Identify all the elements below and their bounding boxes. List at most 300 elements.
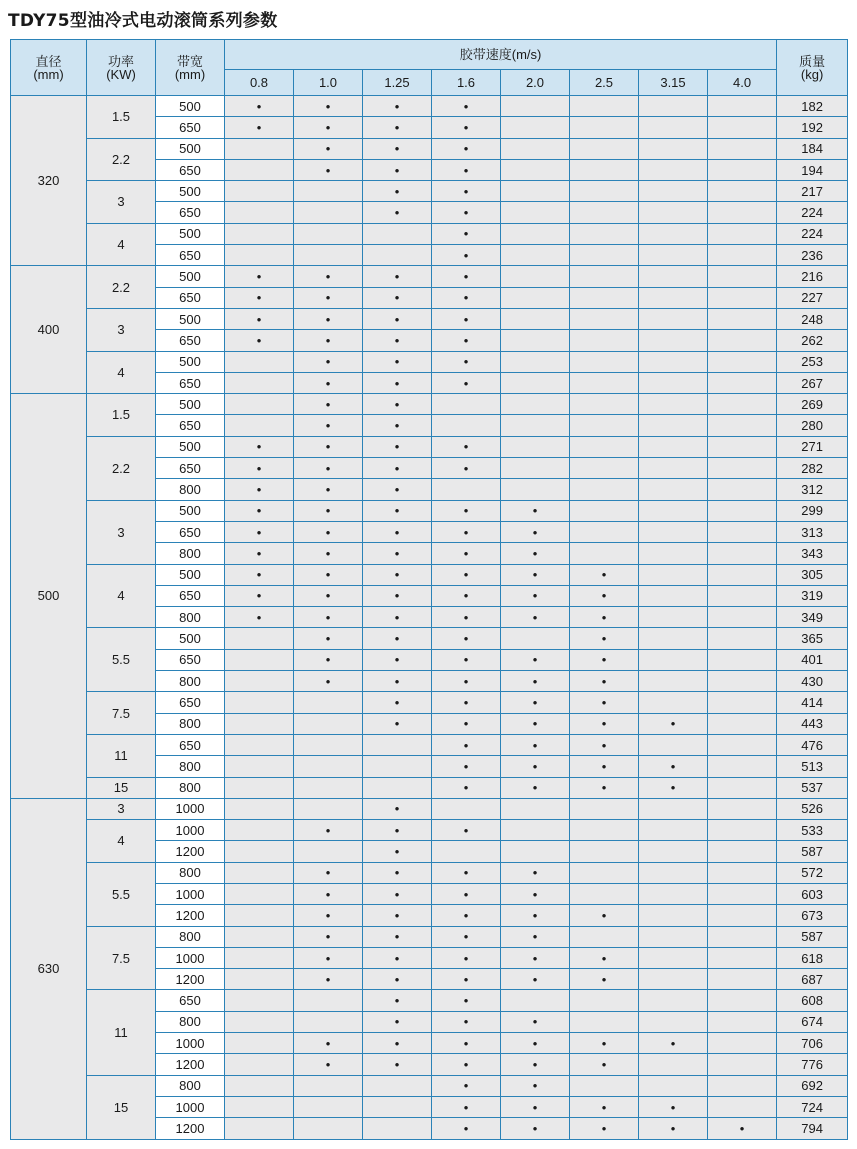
availability-dot: • bbox=[601, 694, 607, 710]
availability-dot: • bbox=[463, 993, 469, 1009]
speed-cell bbox=[432, 266, 501, 287]
availability-dot: • bbox=[463, 929, 469, 945]
belt-width-cell: 800 bbox=[156, 756, 225, 777]
availability-dot: • bbox=[394, 311, 400, 327]
mass-cell: 271 bbox=[777, 436, 848, 457]
speed-cell bbox=[570, 138, 639, 159]
speed-cell bbox=[708, 649, 777, 670]
speed-cell bbox=[501, 351, 570, 372]
speed-cell bbox=[225, 372, 294, 393]
power-cell: 2.2 bbox=[87, 436, 156, 500]
belt-width-cell: 1000 bbox=[156, 1096, 225, 1117]
speed-cell bbox=[294, 96, 363, 117]
speed-cell bbox=[363, 458, 432, 479]
availability-dot: • bbox=[532, 652, 538, 668]
availability-dot: • bbox=[394, 716, 400, 732]
speed-cell bbox=[501, 117, 570, 138]
speed-cell bbox=[639, 394, 708, 415]
availability-dot: • bbox=[532, 1035, 538, 1051]
speed-cell bbox=[294, 628, 363, 649]
mass-cell: 224 bbox=[777, 223, 848, 244]
availability-dot: • bbox=[463, 1099, 469, 1115]
speed-cell bbox=[225, 585, 294, 606]
speed-cell bbox=[363, 756, 432, 777]
diameter-cell: 500 bbox=[11, 394, 87, 799]
speed-cell bbox=[708, 415, 777, 436]
mass-cell: 343 bbox=[777, 543, 848, 564]
speed-cell bbox=[708, 756, 777, 777]
belt-width-cell: 650 bbox=[156, 521, 225, 542]
availability-dot: • bbox=[463, 631, 469, 647]
speed-cell bbox=[639, 1033, 708, 1054]
mass-cell: 587 bbox=[777, 926, 848, 947]
mass-cell: 794 bbox=[777, 1118, 848, 1139]
availability-dot: • bbox=[394, 567, 400, 583]
table-row bbox=[11, 862, 848, 883]
speed-cell bbox=[570, 883, 639, 904]
availability-dot: • bbox=[463, 950, 469, 966]
availability-dot: • bbox=[325, 567, 331, 583]
speed-cell bbox=[294, 905, 363, 926]
header-speed-2-5: 2.5 bbox=[570, 70, 639, 96]
speed-cell bbox=[363, 862, 432, 883]
table-row bbox=[11, 266, 848, 287]
availability-dot: • bbox=[463, 119, 469, 135]
speed-cell bbox=[708, 202, 777, 223]
speed-cell bbox=[225, 649, 294, 670]
belt-width-cell: 500 bbox=[156, 500, 225, 521]
speed-cell bbox=[639, 777, 708, 798]
belt-width-cell: 1200 bbox=[156, 969, 225, 990]
availability-dot: • bbox=[601, 716, 607, 732]
availability-dot: • bbox=[394, 205, 400, 221]
speed-cell bbox=[363, 883, 432, 904]
availability-dot: • bbox=[325, 503, 331, 519]
speed-cell bbox=[363, 394, 432, 415]
speed-cell bbox=[432, 713, 501, 734]
availability-dot: • bbox=[325, 907, 331, 923]
availability-dot: • bbox=[394, 673, 400, 689]
availability-dot: • bbox=[394, 481, 400, 497]
speed-cell bbox=[432, 990, 501, 1011]
mass-cell: 248 bbox=[777, 308, 848, 329]
availability-dot: • bbox=[463, 205, 469, 221]
belt-width-cell: 650 bbox=[156, 245, 225, 266]
availability-dot: • bbox=[463, 460, 469, 476]
speed-cell bbox=[570, 734, 639, 755]
availability-dot: • bbox=[601, 971, 607, 987]
availability-dot: • bbox=[394, 993, 400, 1009]
speed-cell bbox=[570, 245, 639, 266]
belt-width-cell: 1000 bbox=[156, 820, 225, 841]
diameter-cell: 320 bbox=[11, 96, 87, 266]
availability-dot: • bbox=[325, 269, 331, 285]
availability-dot: • bbox=[256, 119, 262, 135]
availability-dot: • bbox=[601, 567, 607, 583]
mass-cell: 526 bbox=[777, 798, 848, 819]
mass-cell: 572 bbox=[777, 862, 848, 883]
mass-cell: 194 bbox=[777, 159, 848, 180]
power-cell: 1.5 bbox=[87, 394, 156, 437]
power-cell: 3 bbox=[87, 181, 156, 224]
power-cell: 4 bbox=[87, 564, 156, 628]
speed-cell bbox=[570, 287, 639, 308]
speed-cell bbox=[363, 308, 432, 329]
availability-dot: • bbox=[394, 545, 400, 561]
speed-cell bbox=[294, 1096, 363, 1117]
speed-cell bbox=[501, 436, 570, 457]
speed-cell bbox=[294, 1033, 363, 1054]
speed-cell bbox=[432, 245, 501, 266]
speed-cell bbox=[225, 798, 294, 819]
speed-cell bbox=[225, 671, 294, 692]
availability-dot: • bbox=[532, 1014, 538, 1030]
speed-cell bbox=[432, 308, 501, 329]
availability-dot: • bbox=[256, 311, 262, 327]
header-speed-3-15: 3.15 bbox=[639, 70, 708, 96]
speed-cell bbox=[708, 564, 777, 585]
speed-cell bbox=[294, 969, 363, 990]
belt-width-cell: 800 bbox=[156, 671, 225, 692]
speed-cell bbox=[570, 521, 639, 542]
availability-dot: • bbox=[739, 1120, 745, 1136]
table-row bbox=[11, 500, 848, 521]
speed-cell bbox=[363, 607, 432, 628]
availability-dot: • bbox=[325, 460, 331, 476]
availability-dot: • bbox=[463, 439, 469, 455]
speed-cell bbox=[432, 415, 501, 436]
speed-cell bbox=[225, 969, 294, 990]
speed-cell bbox=[639, 820, 708, 841]
speed-cell bbox=[294, 543, 363, 564]
table-row bbox=[11, 734, 848, 755]
belt-width-cell: 800 bbox=[156, 862, 225, 883]
speed-cell bbox=[708, 330, 777, 351]
mass-cell: 587 bbox=[777, 841, 848, 862]
availability-dot: • bbox=[670, 1099, 676, 1115]
speed-cell bbox=[225, 713, 294, 734]
speed-cell bbox=[570, 926, 639, 947]
speed-cell bbox=[501, 947, 570, 968]
speed-cell bbox=[363, 649, 432, 670]
table-row bbox=[11, 798, 848, 819]
availability-dot: • bbox=[325, 886, 331, 902]
speed-cell bbox=[708, 607, 777, 628]
speed-cell bbox=[294, 649, 363, 670]
speed-cell bbox=[432, 969, 501, 990]
availability-dot: • bbox=[256, 439, 262, 455]
availability-dot: • bbox=[532, 1120, 538, 1136]
availability-dot: • bbox=[532, 865, 538, 881]
speed-cell bbox=[363, 96, 432, 117]
belt-width-cell: 500 bbox=[156, 181, 225, 202]
speed-cell bbox=[432, 734, 501, 755]
speed-cell bbox=[570, 458, 639, 479]
speed-cell bbox=[432, 926, 501, 947]
availability-dot: • bbox=[532, 886, 538, 902]
speed-cell bbox=[570, 394, 639, 415]
speed-cell bbox=[432, 181, 501, 202]
availability-dot: • bbox=[532, 545, 538, 561]
availability-dot: • bbox=[325, 631, 331, 647]
table-row bbox=[11, 394, 848, 415]
speed-cell bbox=[639, 841, 708, 862]
mass-cell: 608 bbox=[777, 990, 848, 1011]
availability-dot: • bbox=[532, 524, 538, 540]
availability-dot: • bbox=[256, 588, 262, 604]
speed-cell bbox=[501, 862, 570, 883]
speed-cell bbox=[432, 1054, 501, 1075]
availability-dot: • bbox=[463, 524, 469, 540]
speed-cell bbox=[639, 372, 708, 393]
availability-dot: • bbox=[394, 1014, 400, 1030]
speed-cell bbox=[432, 777, 501, 798]
availability-dot: • bbox=[601, 652, 607, 668]
speed-cell bbox=[363, 245, 432, 266]
mass-cell: 414 bbox=[777, 692, 848, 713]
speed-cell bbox=[708, 479, 777, 500]
table-row bbox=[11, 820, 848, 841]
belt-width-cell: 500 bbox=[156, 223, 225, 244]
speed-cell bbox=[501, 585, 570, 606]
belt-width-cell: 500 bbox=[156, 266, 225, 287]
speed-cell bbox=[294, 734, 363, 755]
availability-dot: • bbox=[463, 758, 469, 774]
speed-cell bbox=[570, 479, 639, 500]
mass-cell: 533 bbox=[777, 820, 848, 841]
speed-cell bbox=[363, 1054, 432, 1075]
belt-width-cell: 1200 bbox=[156, 1118, 225, 1139]
speed-cell bbox=[639, 436, 708, 457]
table-row bbox=[11, 138, 848, 159]
speed-cell bbox=[639, 969, 708, 990]
speed-cell bbox=[225, 479, 294, 500]
belt-width-cell: 650 bbox=[156, 458, 225, 479]
speed-cell bbox=[708, 798, 777, 819]
speed-cell bbox=[363, 585, 432, 606]
availability-dot: • bbox=[394, 375, 400, 391]
availability-dot: • bbox=[394, 354, 400, 370]
availability-dot: • bbox=[532, 588, 538, 604]
belt-width-cell: 650 bbox=[156, 692, 225, 713]
speed-cell bbox=[570, 543, 639, 564]
speed-cell bbox=[639, 628, 708, 649]
speed-cell bbox=[294, 692, 363, 713]
speed-cell bbox=[363, 521, 432, 542]
speed-cell bbox=[294, 1075, 363, 1096]
speed-cell bbox=[708, 287, 777, 308]
speed-cell bbox=[363, 692, 432, 713]
mass-cell: 319 bbox=[777, 585, 848, 606]
availability-dot: • bbox=[463, 865, 469, 881]
speed-cell bbox=[363, 351, 432, 372]
speed-cell bbox=[501, 1118, 570, 1139]
speed-cell bbox=[708, 436, 777, 457]
power-cell: 4 bbox=[87, 351, 156, 394]
speed-cell bbox=[501, 798, 570, 819]
speed-cell bbox=[501, 883, 570, 904]
speed-cell bbox=[363, 543, 432, 564]
availability-dot: • bbox=[394, 631, 400, 647]
speed-cell bbox=[294, 138, 363, 159]
speed-cell bbox=[570, 947, 639, 968]
availability-dot: • bbox=[325, 375, 331, 391]
mass-cell: 430 bbox=[777, 671, 848, 692]
availability-dot: • bbox=[394, 290, 400, 306]
header-speed-0-8: 0.8 bbox=[225, 70, 294, 96]
availability-dot: • bbox=[532, 1057, 538, 1072]
availability-dot: • bbox=[463, 183, 469, 199]
speed-cell bbox=[363, 905, 432, 926]
availability-dot: • bbox=[463, 269, 469, 285]
availability-dot: • bbox=[394, 396, 400, 412]
speed-cell bbox=[225, 777, 294, 798]
availability-dot: • bbox=[394, 694, 400, 710]
availability-dot: • bbox=[394, 524, 400, 540]
speed-cell bbox=[363, 734, 432, 755]
speed-cell bbox=[501, 245, 570, 266]
speed-cell bbox=[639, 713, 708, 734]
table-row bbox=[11, 181, 848, 202]
availability-dot: • bbox=[394, 439, 400, 455]
speed-cell bbox=[363, 841, 432, 862]
speed-cell bbox=[432, 628, 501, 649]
availability-dot: • bbox=[394, 907, 400, 923]
speed-cell bbox=[225, 1033, 294, 1054]
speed-cell bbox=[708, 500, 777, 521]
speed-cell bbox=[225, 692, 294, 713]
speed-cell bbox=[501, 372, 570, 393]
speed-cell bbox=[363, 223, 432, 244]
header-speed-1-25: 1.25 bbox=[363, 70, 432, 96]
mass-cell: 537 bbox=[777, 777, 848, 798]
table-row bbox=[11, 223, 848, 244]
speed-cell bbox=[708, 543, 777, 564]
mass-cell: 305 bbox=[777, 564, 848, 585]
availability-dot: • bbox=[463, 737, 469, 753]
speed-cell bbox=[570, 266, 639, 287]
speed-cell bbox=[570, 607, 639, 628]
speed-cell bbox=[363, 820, 432, 841]
speed-cell bbox=[501, 96, 570, 117]
speed-cell bbox=[501, 394, 570, 415]
speed-cell bbox=[432, 692, 501, 713]
speed-cell bbox=[363, 926, 432, 947]
availability-dot: • bbox=[601, 737, 607, 753]
availability-dot: • bbox=[463, 886, 469, 902]
speed-cell bbox=[294, 756, 363, 777]
mass-cell: 262 bbox=[777, 330, 848, 351]
speed-cell bbox=[639, 607, 708, 628]
availability-dot: • bbox=[532, 758, 538, 774]
speed-cell bbox=[501, 266, 570, 287]
speed-cell bbox=[294, 607, 363, 628]
power-cell: 3 bbox=[87, 798, 156, 819]
belt-width-cell: 500 bbox=[156, 308, 225, 329]
speed-cell bbox=[363, 138, 432, 159]
speed-cell bbox=[501, 1033, 570, 1054]
speed-cell bbox=[294, 990, 363, 1011]
availability-dot: • bbox=[325, 98, 331, 114]
speed-cell bbox=[639, 990, 708, 1011]
speed-cell bbox=[570, 1075, 639, 1096]
speed-cell bbox=[639, 330, 708, 351]
speed-cell bbox=[225, 181, 294, 202]
speed-cell bbox=[708, 926, 777, 947]
belt-width-cell: 650 bbox=[156, 415, 225, 436]
belt-width-cell: 800 bbox=[156, 1011, 225, 1032]
speed-cell bbox=[639, 1096, 708, 1117]
speed-cell bbox=[432, 287, 501, 308]
speed-cell bbox=[639, 159, 708, 180]
speed-cell bbox=[639, 883, 708, 904]
speed-cell bbox=[501, 841, 570, 862]
speed-cell bbox=[708, 458, 777, 479]
speed-cell bbox=[432, 883, 501, 904]
speed-cell bbox=[570, 628, 639, 649]
speed-cell bbox=[432, 585, 501, 606]
speed-cell bbox=[225, 500, 294, 521]
availability-dot: • bbox=[463, 1035, 469, 1051]
speed-cell bbox=[570, 96, 639, 117]
speed-cell bbox=[225, 841, 294, 862]
availability-dot: • bbox=[532, 567, 538, 583]
speed-cell bbox=[363, 500, 432, 521]
belt-width-cell: 1200 bbox=[156, 841, 225, 862]
speed-cell bbox=[570, 969, 639, 990]
table-row bbox=[11, 436, 848, 457]
availability-dot: • bbox=[325, 1057, 331, 1072]
availability-dot: • bbox=[394, 460, 400, 476]
availability-dot: • bbox=[463, 1057, 469, 1072]
speed-cell bbox=[570, 436, 639, 457]
availability-dot: • bbox=[394, 332, 400, 348]
availability-dot: • bbox=[256, 269, 262, 285]
availability-dot: • bbox=[394, 844, 400, 860]
speed-cell bbox=[501, 671, 570, 692]
speed-cell bbox=[363, 1118, 432, 1139]
speed-cell bbox=[225, 756, 294, 777]
speed-cell bbox=[294, 287, 363, 308]
speed-cell bbox=[294, 351, 363, 372]
speed-cell bbox=[225, 245, 294, 266]
speed-cell bbox=[363, 671, 432, 692]
mass-cell: 692 bbox=[777, 1075, 848, 1096]
availability-dot: • bbox=[463, 545, 469, 561]
speed-cell bbox=[708, 692, 777, 713]
availability-dot: • bbox=[463, 588, 469, 604]
speed-cell bbox=[501, 1054, 570, 1075]
availability-dot: • bbox=[463, 503, 469, 519]
speed-cell bbox=[570, 181, 639, 202]
speed-cell bbox=[639, 415, 708, 436]
speed-cell bbox=[432, 500, 501, 521]
availability-dot: • bbox=[670, 1120, 676, 1136]
speed-cell bbox=[225, 521, 294, 542]
belt-width-cell: 1000 bbox=[156, 947, 225, 968]
speed-cell bbox=[432, 649, 501, 670]
speed-cell bbox=[501, 713, 570, 734]
availability-dot: • bbox=[325, 119, 331, 135]
speed-cell bbox=[294, 1118, 363, 1139]
availability-dot: • bbox=[325, 971, 331, 987]
speed-cell bbox=[570, 202, 639, 223]
speed-cell bbox=[501, 181, 570, 202]
belt-width-cell: 500 bbox=[156, 628, 225, 649]
speed-cell bbox=[363, 628, 432, 649]
availability-dot: • bbox=[601, 631, 607, 647]
speed-cell bbox=[708, 1118, 777, 1139]
